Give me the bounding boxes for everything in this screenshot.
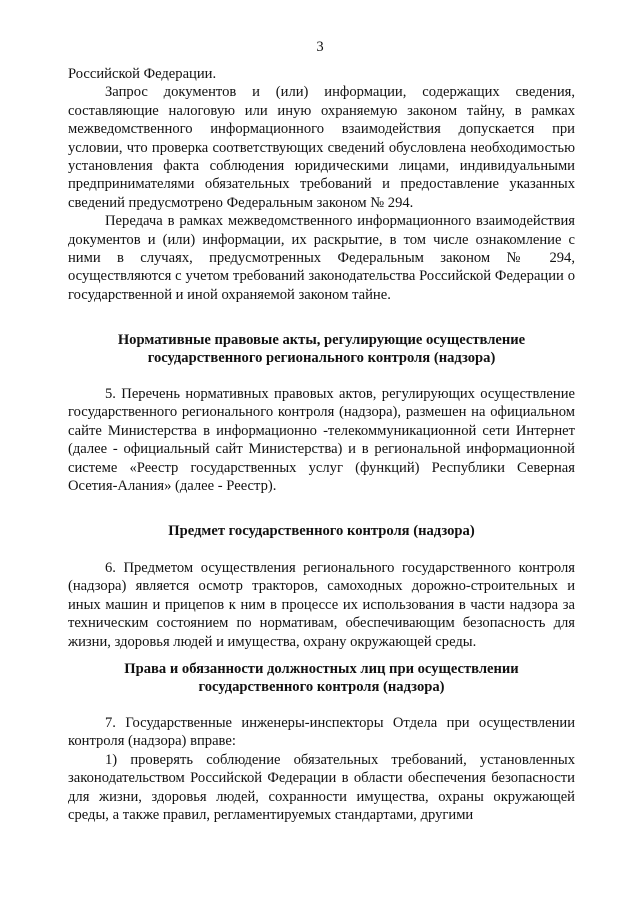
- paragraph: 7. Государственные инженеры-инспекторы Отдела при осуществлении контроля (надзора) вправе:: [68, 715, 575, 750]
- section-body-normative-acts: [68, 385, 575, 495]
- section-heading-normative-acts: [68, 331, 575, 368]
- paragraph: Запрос документов и (или) информации, содержащих сведения, составляющие налоговую или иную охраняемую законом тайну, в рамках межведомственного информационного взаимодействия допускается при условии, что проверка соответствующих сведений обусловлена необходимостью установления факта соблюдения юридическими лицами, индивидуальными предпринимателями обязательных требований и предоставление указанных сведений предусмотрено Федеральным законом № 294.: [68, 84, 575, 211]
- intro-text: [68, 65, 575, 304]
- heading-line: Права и обязанности должностных лиц при осуществлении: [124, 661, 519, 677]
- paragraph: 5. Перечень нормативных правовых актов, регулирующих осуществление государственного регионального контроля (надзора), размешен на официальном сайте Министерства в информационно -телекоммуникационной сети Интернет (далее - официальный сайт Министерства) и в региональной информационной системе «Реестр государственных услуг (функций) Республики Северная Осетия-Алания» (далее - Реестр).: [68, 386, 575, 495]
- heading-line: государственного регионального контроля (надзора): [147, 350, 496, 367]
- paragraph: 6. Предметом осуществления регионального государственного контроля (надзора) является осмотр тракторов, самоходных дорожно-строительных и иных машин и прицепов к ним в процессе их использования в части надзора за техническим состоянием по нормативам, обеспечивающим безопасность для жизни, здоровья людей и имущества, охрану окружающей среды.: [68, 560, 575, 650]
- paragraph: 1) проверять соблюдение обязательных требований, установленных законодательством Российской Федерации в области обеспечения безопасности для жизни, здоровья людей, сохранности имущества, охраны окружающей среды, а также правил, регламентируемых стандартами, другими: [68, 751, 575, 824]
- paragraph: Передача в рамках межведомственного информационного взаимодействия документов и (или) информации, их раскрытие, в том числе ознакомление с ними в случаях, предусмотренных Федеральным законом № 294, осуществляются с учетом требований законодательства Российской Федерации о государственной и иной охраняемой законом тайне.: [68, 213, 575, 303]
- section-body-subject: [68, 559, 575, 651]
- heading-line: государственного контроля (надзора): [198, 679, 445, 696]
- section-heading-rights: [68, 660, 575, 697]
- section-heading-subject: [68, 522, 575, 540]
- page-number: 3: [316, 39, 324, 55]
- heading-line: Предмет государственного контроля (надзора): [168, 523, 475, 539]
- paragraph: Российской Федерации.: [68, 66, 217, 82]
- heading-line: Нормативные правовые акты, регулирующие осуществление: [117, 332, 526, 348]
- section-body-rights: [68, 714, 575, 824]
